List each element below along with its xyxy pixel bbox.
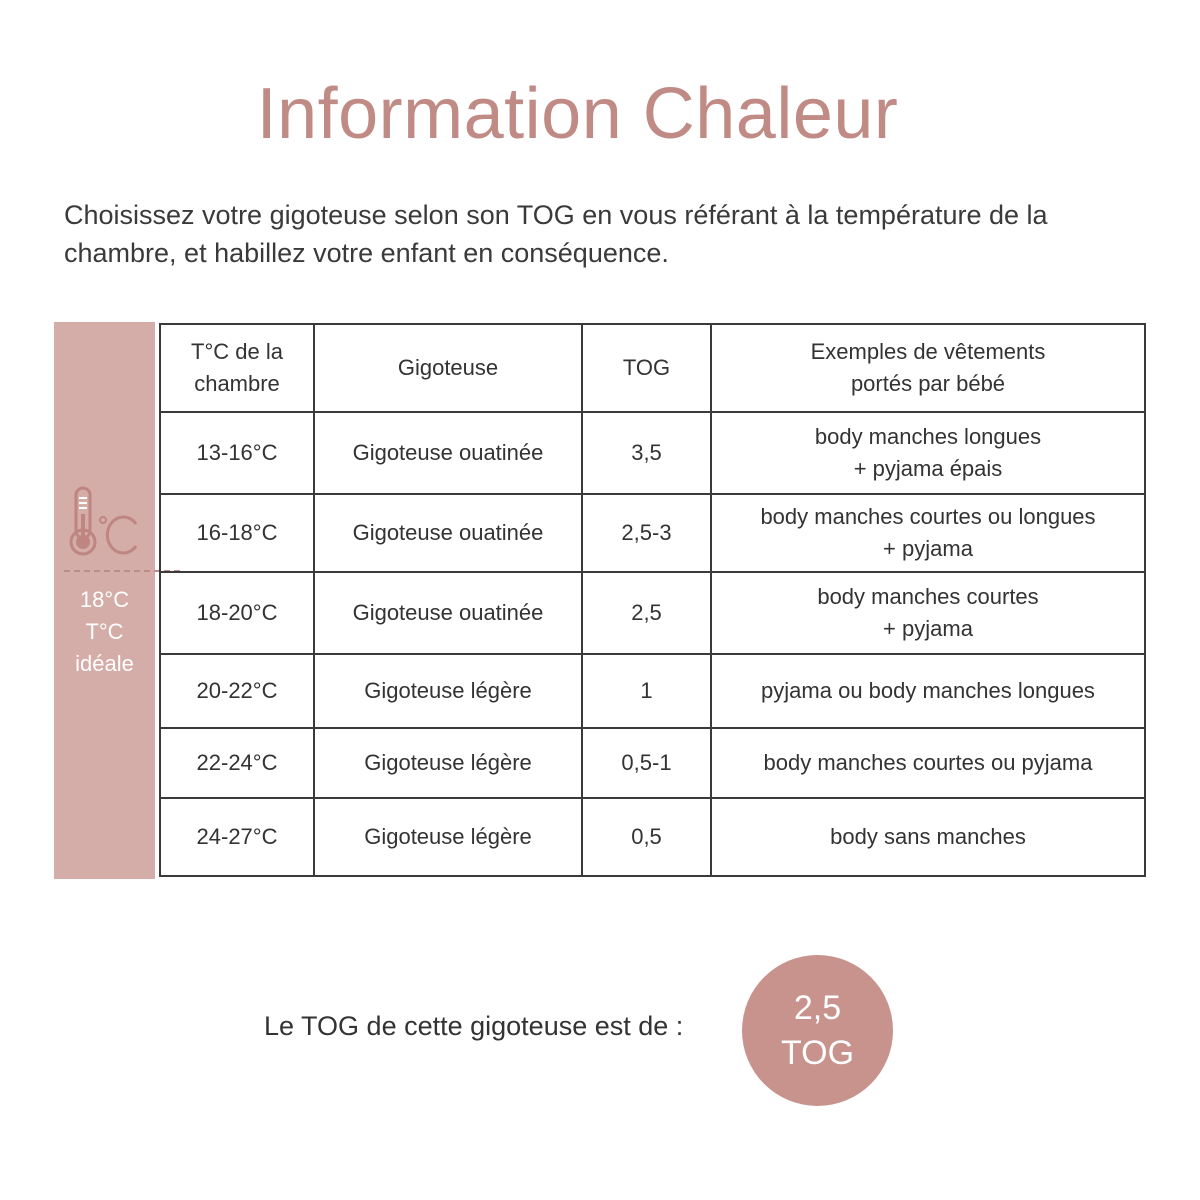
cell-clothes: body manches courtes ou pyjama — [711, 728, 1145, 798]
cell-tog: 0,5 — [582, 798, 711, 876]
table-row — [160, 798, 1145, 876]
cell-clothes: body sans manches — [711, 798, 1145, 876]
cell-temp: 16-18°C — [160, 494, 314, 572]
table-row — [160, 572, 1145, 654]
page-title: Information Chaleur — [256, 74, 899, 154]
cell-clothes: body manches courtes + pyjama — [711, 572, 1145, 654]
cell-sleepbag: Gigoteuse ouatinée — [314, 494, 582, 572]
tog-badge — [742, 955, 893, 1106]
cell-sleepbag: Gigoteuse légère — [314, 654, 582, 728]
ideal-temp-line2: T°C — [85, 619, 124, 644]
tog-label: Le TOG de cette gigoteuse est de : — [264, 1011, 684, 1041]
cell-clothes: pyjama ou body manches longues — [711, 654, 1145, 728]
cell-clothes: body manches longues + pyjama épais — [711, 412, 1145, 494]
cell-temp: 24-27°C — [160, 798, 314, 876]
tog-badge-value: 2,5 — [793, 989, 842, 1027]
cell-sleepbag: Gigoteuse ouatinée — [314, 412, 582, 494]
header-room-temp: T°C de la chambre — [160, 324, 314, 412]
ideal-temp-value: 18°C — [79, 587, 130, 612]
table-row — [160, 728, 1145, 798]
header-sleepbag: Gigoteuse — [314, 324, 582, 412]
ideal-temp-line3: idéale — [75, 651, 134, 676]
cell-tog: 3,5 — [582, 412, 711, 494]
table-header-row — [160, 324, 1145, 412]
heat-guide-table — [159, 323, 1146, 877]
cell-temp: 22-24°C — [160, 728, 314, 798]
thermometer-celsius-icon — [66, 484, 146, 560]
ideal-temperature-label — [54, 584, 155, 680]
table-row — [160, 654, 1145, 728]
table-row — [160, 494, 1145, 572]
cell-temp: 20-22°C — [160, 654, 314, 728]
cell-temp: 13-16°C — [160, 412, 314, 494]
cell-sleepbag: Gigoteuse ouatinée — [314, 572, 582, 654]
cell-sleepbag: Gigoteuse légère — [314, 798, 582, 876]
cell-tog: 2,5 — [582, 572, 711, 654]
tog-badge-unit: TOG — [780, 1034, 855, 1072]
header-tog: TOG — [582, 324, 711, 412]
intro-text: Choisissez votre gigoteuse selon son TOG en vous référant à la température de la chambre, et habillez votre enfant en conséquence. — [64, 200, 1048, 268]
header-clothes: Exemples de vêtements portés par bébé — [711, 324, 1145, 412]
cell-clothes: body manches courtes ou longues + pyjama — [711, 494, 1145, 572]
cell-tog: 0,5-1 — [582, 728, 711, 798]
cell-tog: 1 — [582, 654, 711, 728]
cell-temp: 18-20°C — [160, 572, 314, 654]
cell-tog: 2,5-3 — [582, 494, 711, 572]
ideal-temperature-band — [54, 322, 155, 879]
cell-sleepbag: Gigoteuse légère — [314, 728, 582, 798]
table-row — [160, 412, 1145, 494]
